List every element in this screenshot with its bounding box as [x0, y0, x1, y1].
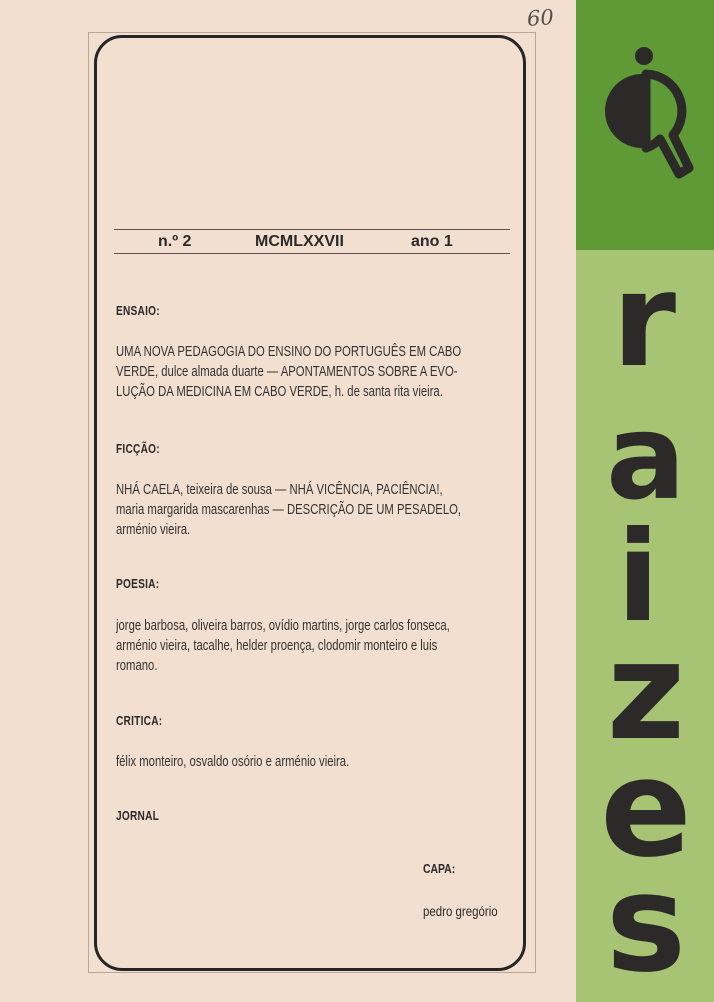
issue-header	[114, 229, 510, 254]
magazine-logo	[593, 40, 697, 190]
title-letter: a	[606, 388, 686, 526]
text-line: arménio vieira.	[116, 522, 191, 538]
title-letter: s	[605, 845, 687, 1000]
issue-number: n.º 2	[158, 233, 192, 250]
text-line: NHÁ CAELA, teixeira de sousa — NHÁ VICÊNCIA, PACIÊNCIA!,	[116, 482, 443, 498]
text-line: LUÇÃO DA MEDICINA EM CABO VERDE, h. de santa rita vieira.	[116, 384, 443, 400]
text-line: romano.	[116, 658, 158, 674]
title-raizes	[576, 270, 714, 1000]
section-title-jornal: JORNAL	[116, 808, 160, 823]
section-title-ficcao: FICÇÃO:	[116, 441, 160, 456]
section-body-ficcao	[116, 480, 514, 540]
text-line: jorge barbosa, oliveira barros, ovídio martins, jorge carlos fonseca,	[116, 618, 450, 634]
text-line: VERDE, dulce almada duarte — APONTAMENTOS SOBRE A EVO-	[116, 364, 458, 380]
capa-author: pedro gregório	[423, 903, 498, 919]
text-line: félix monteiro, osvaldo osório e arménio vieira.	[116, 754, 350, 770]
title-letter: r	[611, 270, 677, 396]
title-letter: i	[616, 505, 660, 650]
section-body-critica	[116, 752, 514, 772]
capa-label: CAPA:	[423, 861, 456, 876]
issue-volume: ano 1	[411, 233, 453, 250]
text-line: arménio vieira, tacalhe, helder proença, clodomir monteiro e luis	[116, 638, 438, 654]
section-title-ensaio: ENSAIO:	[116, 303, 160, 318]
section-title-critica: CRITICA:	[116, 713, 163, 728]
text-line: UMA NOVA PEDAGOGIA DO ENSINO DO PORTUGUÊS EM CABO	[116, 344, 462, 360]
section-body-ensaio	[116, 342, 514, 402]
text-line: maria margarida mascarenhas — DESCRIÇÃO DE UM PESADELO,	[116, 502, 462, 518]
section-body-poesia	[116, 616, 514, 676]
section-title-poesia: POESIA:	[116, 576, 160, 591]
title-letter: z	[606, 613, 686, 770]
title-letter: e	[600, 730, 692, 887]
handwritten-number: 60	[526, 5, 555, 31]
issue-year: MCMLXXVII	[255, 233, 344, 250]
